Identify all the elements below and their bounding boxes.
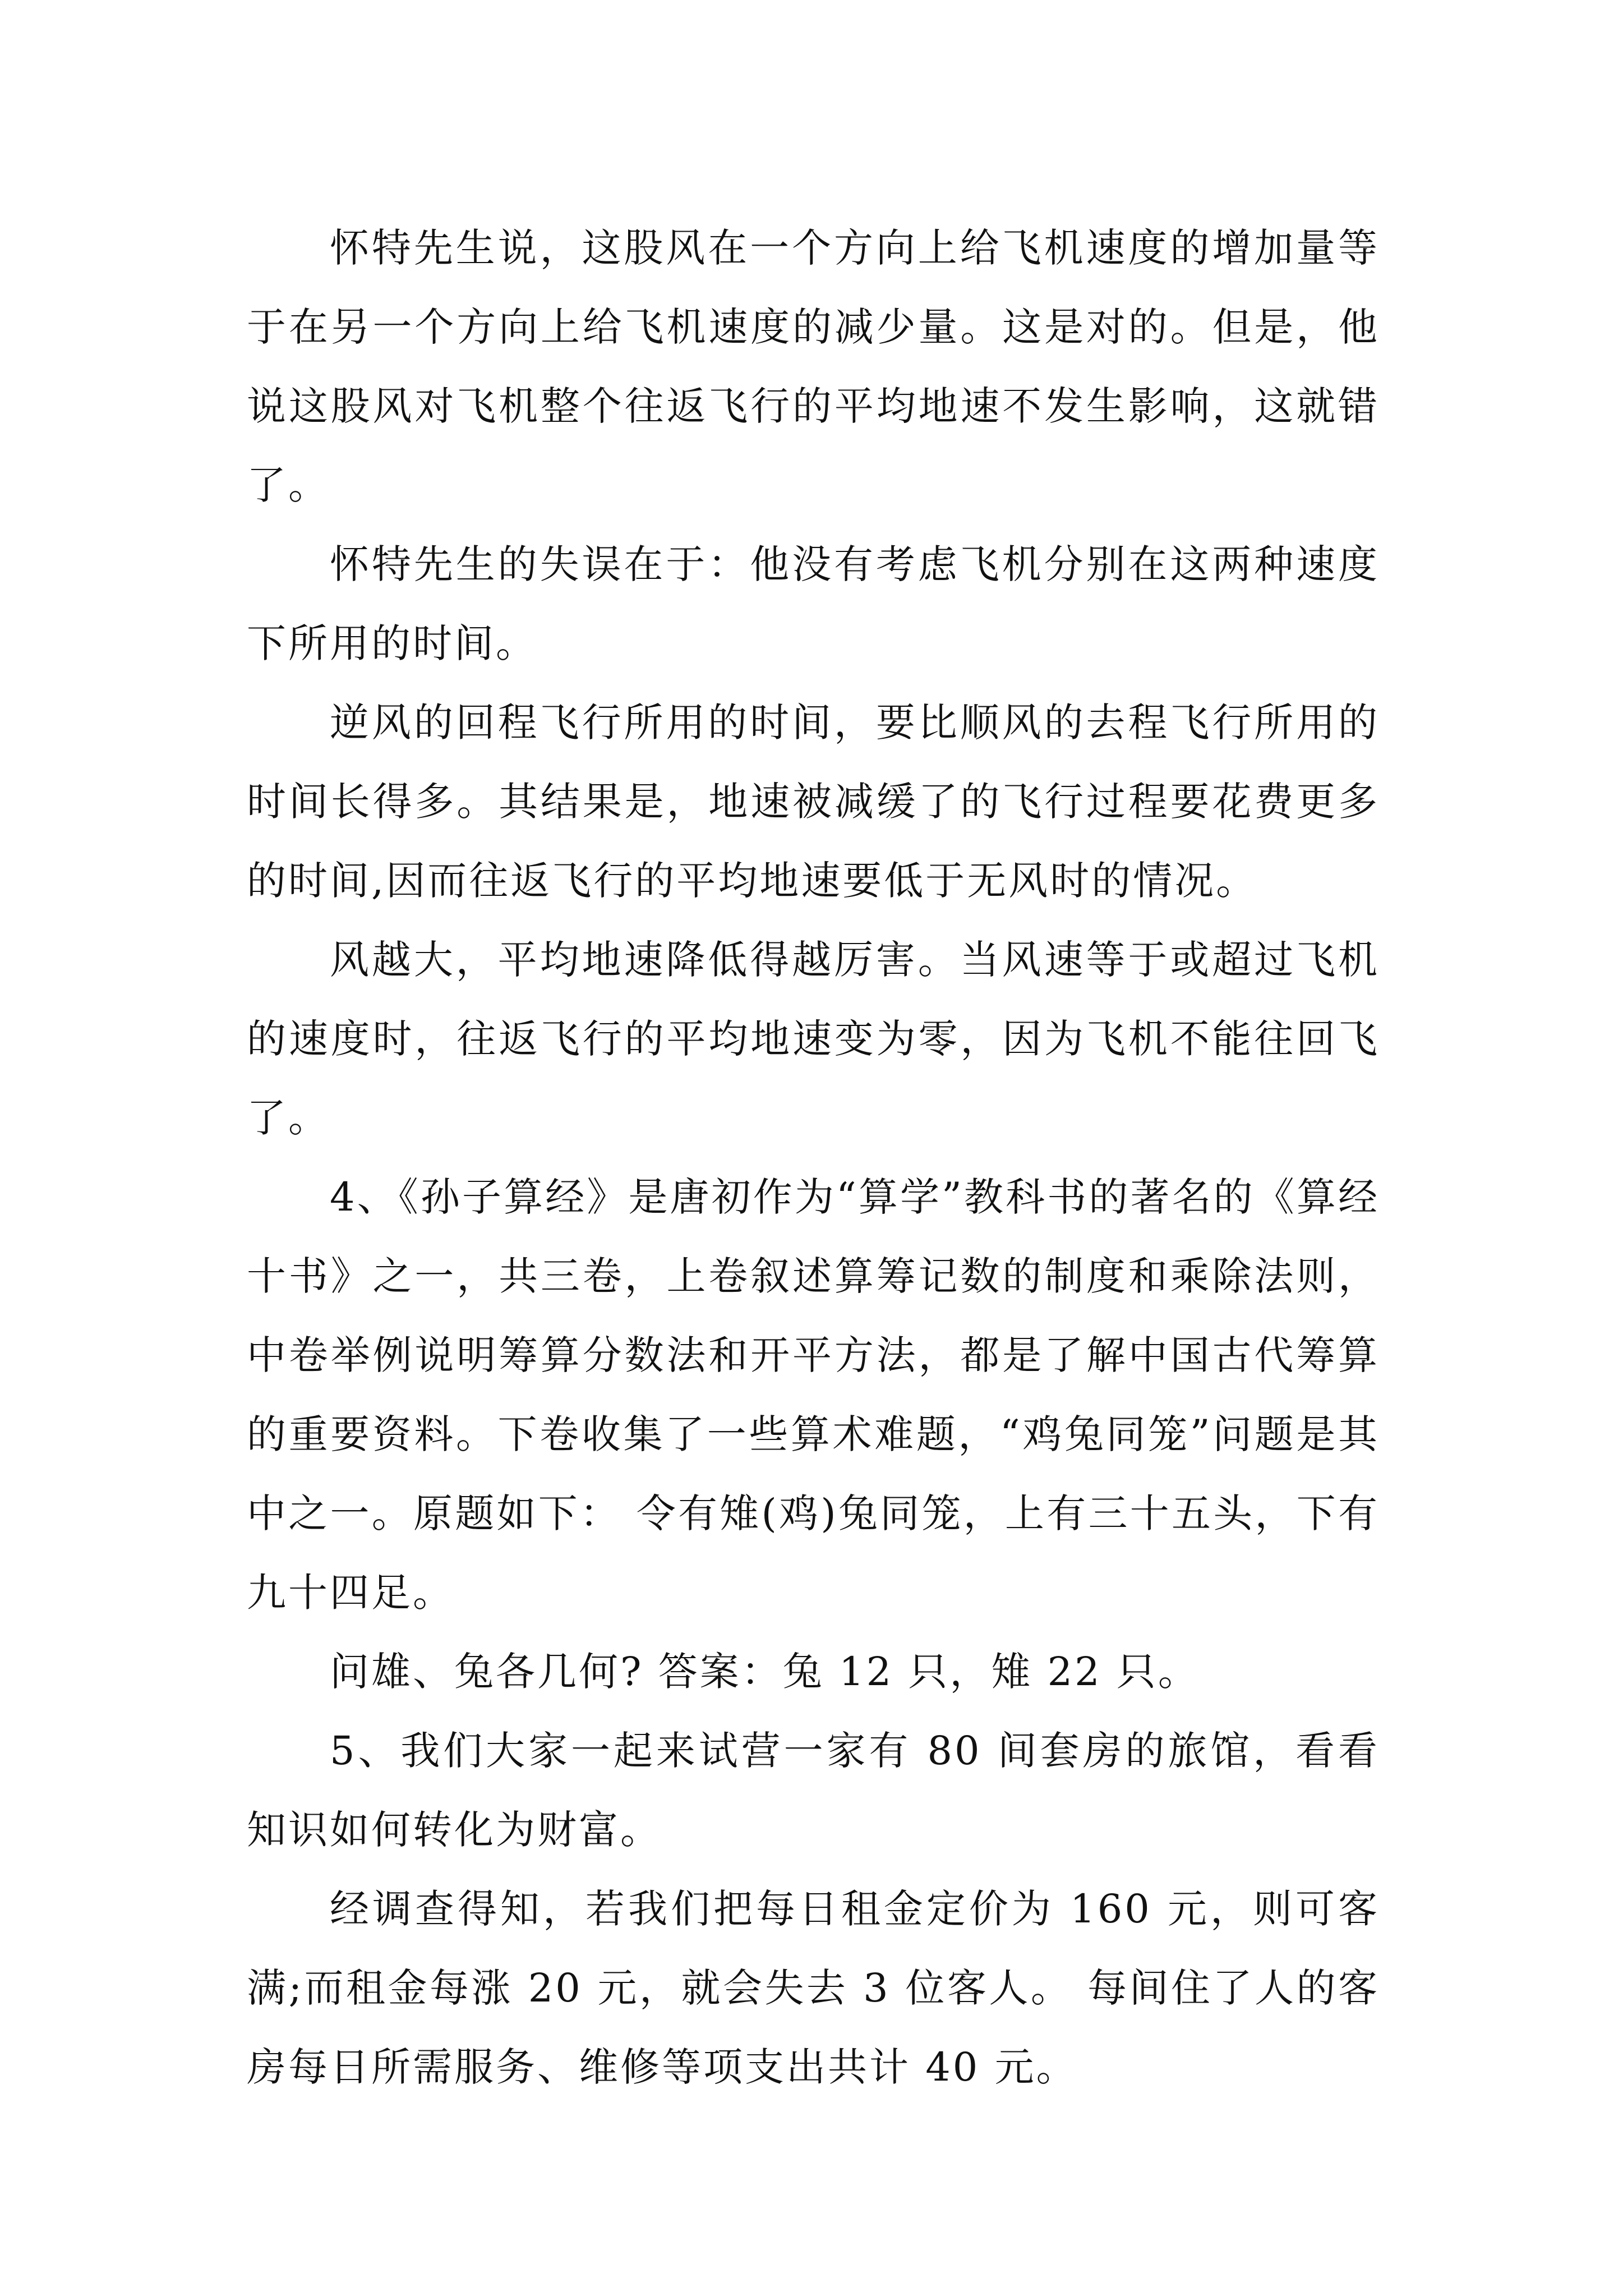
body-text: [247, 209, 1380, 2107]
paragraph-wind-strength: 风越大，平均地速降低得越厉害。当风速等于或超过飞机的速度时，往返飞行的平均地速变为零，因为飞机不能往回飞了。: [247, 937, 1380, 1141]
paragraph-error-explanation: 怀特先生的失误在于：他没有考虑飞机分别在这两种速度下所用的时间。: [247, 541, 1380, 666]
paragraph-answer: 问雄、兔各几何? 答案：兔 12 只，雉 22 只。: [330, 1649, 1200, 1695]
paragraph-flight-time: 逆风的回程飞行所用的时间，要比顺风的去程飞行所用的时间长得多。其结果是，地速被减缓了的飞行过程要花费更多的时间,因而往返飞行的平均地速要低于无风时的情况。: [247, 700, 1380, 904]
paragraph-sunzi-suanjing: 4、《孙子算经》是唐初作为“算学”教科书的著名的《算经十书》之一，共三卷，上卷叙述算筹记数的制度和乘除法则，中卷举例说明筹算分数法和开平方法，都是了解中国古代筹算的重要资料。下卷收集了一些算术难题，“鸡兔同笼”问题是其中之一。原题如下： 令有雉(鸡)兔同笼，上有三十五头，下有九十四足。: [247, 1174, 1380, 1616]
paragraph-wind-speed-claim: 怀特先生说，这股风在一个方向上给飞机速度的增加量等于在另一个方向上给飞机速度的减少量。这是对的。但是，他说这股风对飞机整个往返飞行的平均地速不发生影响，这就错了。: [247, 225, 1380, 508]
paragraph-hotel-pricing: 经调查得知，若我们把每日租金定价为 160 元，则可客满;而租金每涨 20 元，就会失去 3 位客人。 每间住了人的客房每日所需服务、维修等项支出共计 40 元。: [247, 1886, 1380, 2090]
paragraph-hotel-problem: 5、我们大家一起来试营一家有 80 间套房的旅馆，看看知识如何转化为财富。: [247, 1728, 1380, 1853]
